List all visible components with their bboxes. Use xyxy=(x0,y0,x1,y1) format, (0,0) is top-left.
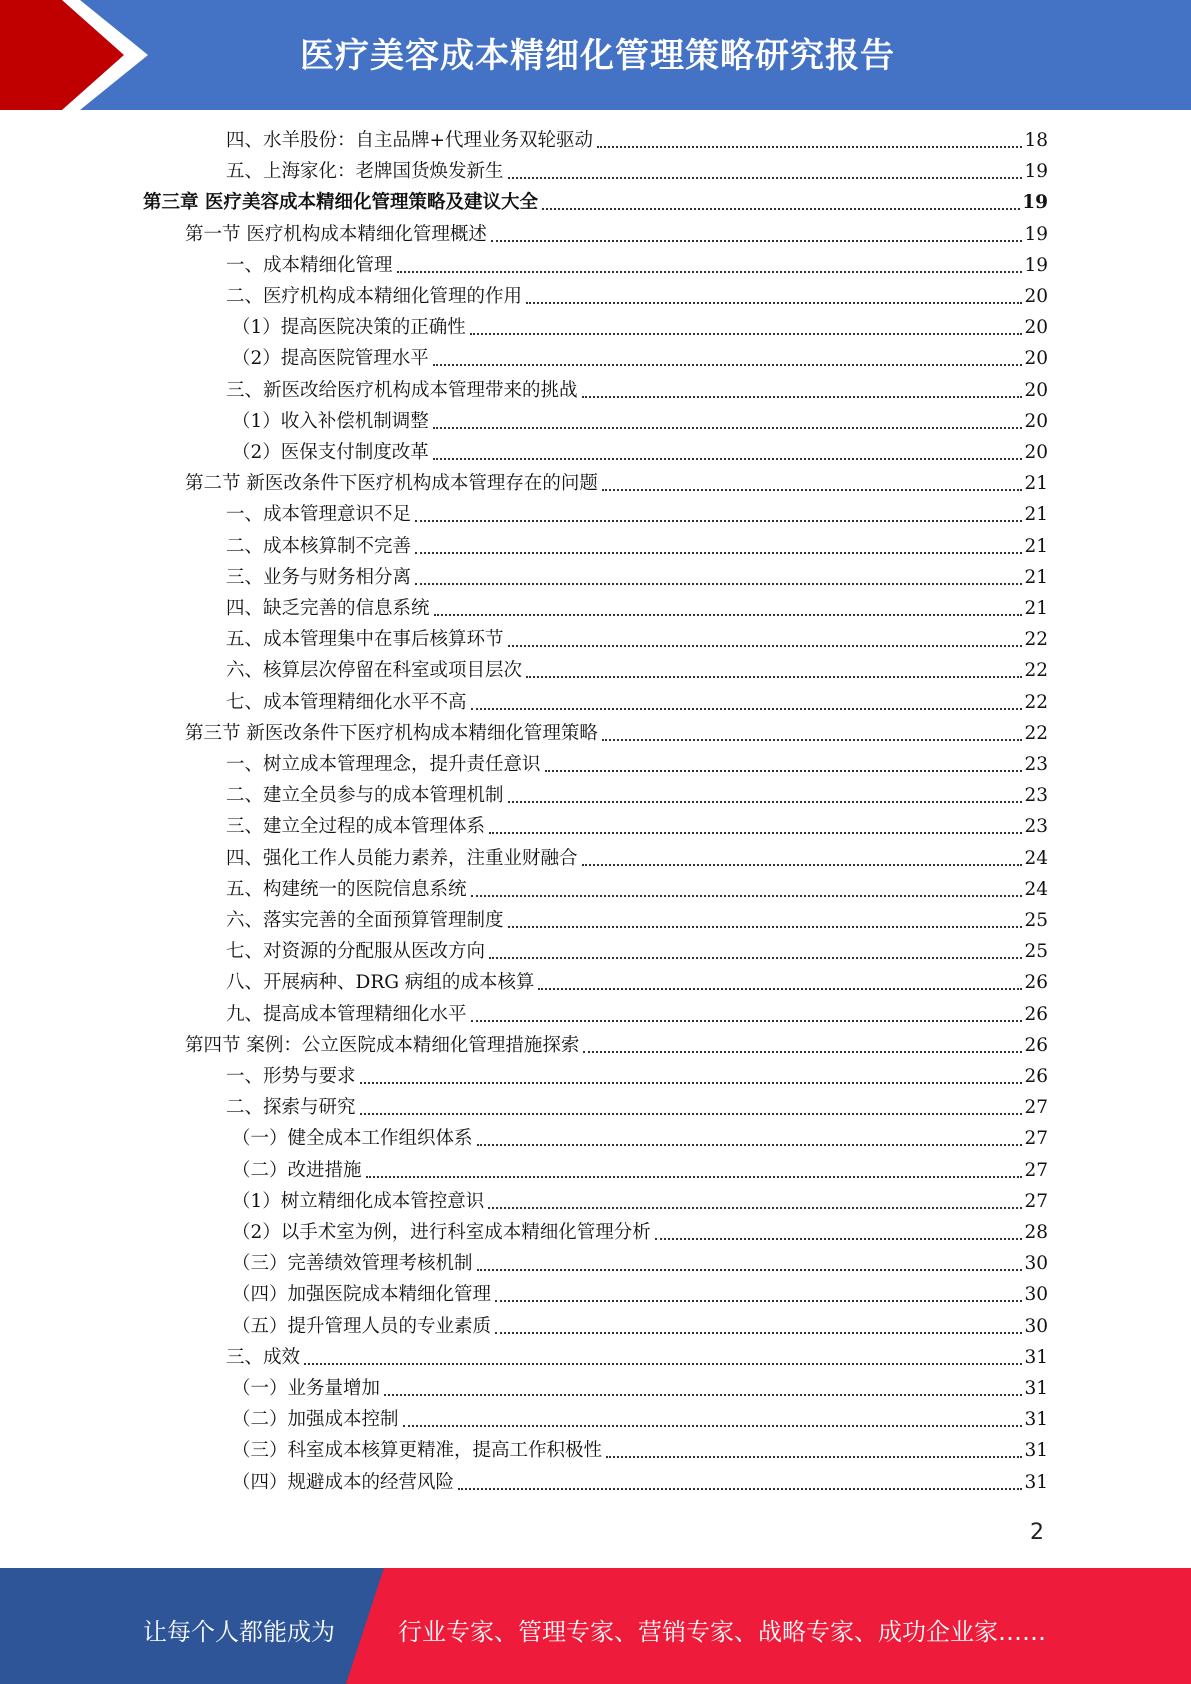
toc-entry[interactable] xyxy=(232,1156,1048,1182)
toc-entry-page: 20 xyxy=(1024,379,1048,401)
toc-entry-title: 二、成本核算制不完善 xyxy=(226,535,412,557)
toc-entry-page: 31 xyxy=(1024,1378,1048,1399)
toc-entry-title: （四）加强医院成本精细化管理 xyxy=(232,1284,492,1306)
toc-entry[interactable] xyxy=(226,781,1048,807)
toc-leader-dots xyxy=(471,1020,1023,1022)
toc-leader-dots xyxy=(602,739,1023,741)
toc-leader-dots xyxy=(582,396,1023,398)
toc-entry[interactable] xyxy=(226,251,1048,277)
toc-leader-dots xyxy=(606,1456,1022,1458)
toc-entry-page: 24 xyxy=(1024,847,1048,869)
toc-entry[interactable] xyxy=(232,1218,1048,1244)
toc-entry-title: 一、成本管理意识不足 xyxy=(226,504,412,526)
toc-entry[interactable] xyxy=(232,407,1048,433)
toc-entry-title: （1）提高医院决策的正确性 xyxy=(232,317,466,339)
toc-entry-title: （三）完善绩效管理考核机制 xyxy=(232,1253,473,1275)
toc-entry-title: （三）科室成本核算更精准，提高工作积极性 xyxy=(232,1440,603,1462)
toc-entry-title: （2）以手术室为例，进行科室成本精细化管理分析 xyxy=(232,1222,651,1243)
toc-leader-dots xyxy=(433,458,1023,460)
toc-leader-dots xyxy=(488,1207,1022,1209)
toc-entry-page: 30 xyxy=(1024,1315,1048,1337)
toc-entry-title: （一）业务量增加 xyxy=(232,1378,381,1399)
toc-entry-page: 31 xyxy=(1024,1471,1048,1493)
toc-entry[interactable] xyxy=(226,906,1048,932)
toc-leader-dots xyxy=(360,1113,1023,1115)
toc-entry[interactable] xyxy=(226,625,1048,651)
toc-leader-dots xyxy=(384,1394,1022,1396)
toc-entry[interactable] xyxy=(226,688,1048,714)
toc-entry[interactable] xyxy=(232,1187,1048,1213)
toc-entry-title: （二）加强成本控制 xyxy=(232,1409,399,1431)
toc-entry-page: 20 xyxy=(1024,348,1048,370)
toc-entry[interactable] xyxy=(232,1249,1048,1275)
toc-entry-page: 19 xyxy=(1024,161,1048,183)
toc-entry[interactable] xyxy=(232,1436,1048,1462)
toc-entry-page: 31 xyxy=(1024,1440,1048,1462)
toc-entry-title: 第三章 医疗美容成本精细化管理策略及建议大全 xyxy=(143,192,538,214)
toc-leader-dots xyxy=(602,489,1023,491)
toc-entry-page: 26 xyxy=(1024,1003,1048,1025)
toc-entry-title: （一）健全成本工作组织体系 xyxy=(232,1128,473,1150)
toc-leader-dots xyxy=(471,708,1023,710)
toc-entry-page: 31 xyxy=(1024,1346,1048,1368)
toc-entry-page: 30 xyxy=(1024,1253,1048,1275)
toc-entry-title: 四、强化工作人员能力素养，注重业财融合 xyxy=(226,847,578,869)
toc-leader-dots xyxy=(415,583,1022,585)
toc-entry-page: 23 xyxy=(1024,785,1048,807)
toc-entry-page: 22 xyxy=(1024,691,1048,713)
toc-entry[interactable] xyxy=(226,376,1048,402)
toc-leader-dots xyxy=(508,177,1023,179)
toc-entry-page: 23 xyxy=(1024,754,1048,775)
toc-leader-dots xyxy=(538,988,1022,990)
toc-entry-page: 20 xyxy=(1024,286,1048,307)
toc-leader-dots xyxy=(545,770,1023,772)
toc-entry[interactable] xyxy=(226,500,1048,526)
toc-leader-dots xyxy=(477,1269,1023,1271)
toc-entry-title: 一、树立成本管理理念，提升责任意识 xyxy=(226,754,541,775)
toc-entry[interactable] xyxy=(232,1374,1048,1400)
toc-entry[interactable] xyxy=(232,313,1048,339)
toc-entry[interactable] xyxy=(226,563,1048,589)
toc-leader-dots xyxy=(526,676,1022,678)
toc-entry-page: 30 xyxy=(1024,1284,1048,1306)
toc-entry[interactable] xyxy=(232,1405,1048,1431)
toc-entry-page: 19 xyxy=(1024,223,1048,245)
toc-leader-dots xyxy=(434,614,1023,616)
toc-entry-page: 24 xyxy=(1024,878,1048,900)
toc-entry-title: （五）提升管理人员的专业素质 xyxy=(232,1315,492,1337)
toc-entry-page: 27 xyxy=(1024,1190,1048,1212)
toc-leader-dots xyxy=(495,1332,1022,1334)
toc-leader-dots xyxy=(526,302,1022,304)
toc-entry[interactable] xyxy=(185,1031,1048,1057)
toc-entry-title: （2）提高医院管理水平 xyxy=(232,348,429,370)
toc-leader-dots xyxy=(489,957,1022,959)
toc-entry-title: 七、对资源的分配服从医改方向 xyxy=(226,941,486,963)
toc-entry-title: （2）医保支付制度改革 xyxy=(232,442,429,463)
toc-leader-dots xyxy=(415,520,1022,522)
toc-entry-title: 三、建立全过程的成本管理体系 xyxy=(226,816,486,838)
toc-entry[interactable] xyxy=(226,1093,1048,1119)
toc-leader-dots xyxy=(403,1425,1023,1427)
toc-entry-page: 26 xyxy=(1024,1034,1048,1056)
toc-leader-dots xyxy=(489,832,1022,834)
toc-entry-title: 八、开展病种、DRG 病组的成本核算 xyxy=(226,972,535,994)
toc-entry[interactable] xyxy=(226,875,1048,901)
toc-entry-title: 一、成本精细化管理 xyxy=(226,254,393,276)
toc-leader-dots xyxy=(582,864,1023,866)
toc-entry-page: 18 xyxy=(1024,130,1048,151)
toc-entry[interactable] xyxy=(232,1312,1048,1338)
toc-leader-dots xyxy=(542,208,1020,210)
toc-leader-dots xyxy=(415,552,1022,554)
toc-entry-title: 四、水羊股份：自主品牌+代理业务双轮驱动 xyxy=(226,130,594,151)
page-number: 2 xyxy=(1030,1520,1044,1545)
toc-leader-dots xyxy=(495,1300,1022,1302)
toc-entry[interactable] xyxy=(232,438,1048,464)
toc-leader-dots xyxy=(508,926,1023,928)
toc-entry[interactable] xyxy=(143,188,1048,214)
toc-leader-dots xyxy=(508,801,1023,803)
toc-entry[interactable] xyxy=(232,1468,1048,1494)
toc-leader-dots xyxy=(360,1082,1023,1084)
toc-entry-title: 第四节 案例：公立医院成本精细化管理措施探索 xyxy=(185,1034,580,1056)
toc-entry[interactable] xyxy=(185,220,1048,246)
toc-entry[interactable] xyxy=(226,126,1048,152)
toc-entry-title: 四、缺乏完善的信息系统 xyxy=(226,598,430,619)
toc-leader-dots xyxy=(470,333,1023,335)
toc-entry-page: 26 xyxy=(1024,1066,1048,1087)
footer-slogan-right: 行业专家、管理专家、营销专家、战略专家、成功企业家…… xyxy=(398,1618,1046,1646)
toc-entry-title: （1）树立精细化成本管控意识 xyxy=(232,1190,485,1212)
toc-entry-page: 20 xyxy=(1024,317,1048,339)
toc-entry[interactable] xyxy=(226,532,1048,558)
toc-entry-page: 22 xyxy=(1024,660,1048,682)
toc-entry[interactable] xyxy=(185,469,1048,495)
toc-entry-page: 21 xyxy=(1024,504,1048,526)
toc-entry-page: 21 xyxy=(1024,566,1048,588)
toc-entry-title: 第一节 医疗机构成本精细化管理概述 xyxy=(185,223,487,245)
toc-entry-page: 25 xyxy=(1024,941,1048,963)
page-footer xyxy=(0,1568,1191,1684)
toc-leader-dots xyxy=(508,645,1023,647)
toc-entry[interactable] xyxy=(226,812,1048,838)
toc-entry-title: 三、成效 xyxy=(226,1346,301,1368)
toc-entry-title: 五、上海家化：老牌国货焕发新生 xyxy=(226,161,504,183)
toc-entry[interactable] xyxy=(226,1343,1048,1369)
toc-entry-page: 27 xyxy=(1024,1097,1048,1119)
report-title: 医疗美容成本精细化管理策略研究报告 xyxy=(300,36,895,76)
toc-entry[interactable] xyxy=(232,344,1048,370)
toc-entry[interactable] xyxy=(226,656,1048,682)
toc-entry-page: 19 xyxy=(1022,192,1048,214)
toc-entry-title: 二、医疗机构成本精细化管理的作用 xyxy=(226,286,523,307)
toc-entry-page: 22 xyxy=(1024,629,1048,651)
toc-entry-page: 20 xyxy=(1024,442,1048,463)
toc-entry[interactable] xyxy=(226,968,1048,994)
toc-entry-title: 第三节 新医改条件下医疗机构成本精细化管理策略 xyxy=(185,722,598,744)
toc-entry-page: 21 xyxy=(1024,535,1048,557)
toc-leader-dots xyxy=(304,1363,1022,1365)
toc-leader-dots xyxy=(458,1488,1022,1490)
toc-entry-title: （四）规避成本的经营风险 xyxy=(232,1471,455,1493)
toc-leader-dots xyxy=(597,146,1022,148)
toc-leader-dots xyxy=(433,364,1023,366)
toc-entry[interactable] xyxy=(226,282,1048,308)
toc-entry-title: 三、业务与财务相分离 xyxy=(226,566,412,588)
toc-leader-dots xyxy=(477,1144,1023,1146)
toc-entry-page: 26 xyxy=(1024,972,1048,994)
toc-entry-title: 一、形势与要求 xyxy=(226,1066,356,1087)
toc-entry-page: 23 xyxy=(1024,816,1048,838)
toc-entry[interactable] xyxy=(226,844,1048,870)
toc-entry[interactable] xyxy=(226,750,1048,776)
toc-entry-title: 九、提高成本管理精细化水平 xyxy=(226,1003,467,1025)
toc-entry[interactable] xyxy=(226,594,1048,620)
toc-entry-title: 七、成本管理精细化水平不高 xyxy=(226,691,467,713)
toc-leader-dots xyxy=(366,1176,1023,1178)
toc-leader-dots xyxy=(397,271,1023,273)
toc-entry[interactable] xyxy=(232,1280,1048,1306)
toc-leader-dots xyxy=(491,240,1023,242)
toc-entry-page: 25 xyxy=(1024,910,1048,931)
toc-entry-page: 19 xyxy=(1024,254,1048,276)
toc-entry-page: 28 xyxy=(1024,1222,1048,1243)
toc-entry-page: 27 xyxy=(1024,1159,1048,1181)
toc-entry-title: 五、成本管理集中在事后核算环节 xyxy=(226,629,504,651)
toc-entry-page: 22 xyxy=(1024,722,1048,744)
toc-entry[interactable] xyxy=(185,719,1048,745)
toc-entry[interactable] xyxy=(226,937,1048,963)
page-header xyxy=(0,0,1191,110)
toc-entry-title: 二、探索与研究 xyxy=(226,1097,356,1119)
toc-leader-dots xyxy=(655,1238,1023,1240)
toc-entry[interactable] xyxy=(226,157,1048,183)
toc-entry-title: 五、构建统一的医院信息系统 xyxy=(226,878,467,900)
toc-entry-page: 27 xyxy=(1024,1128,1048,1150)
toc-entry[interactable] xyxy=(226,1000,1048,1026)
toc-leader-dots xyxy=(471,895,1023,897)
toc-entry[interactable] xyxy=(232,1124,1048,1150)
toc-entry[interactable] xyxy=(226,1062,1048,1088)
toc-leader-dots xyxy=(583,1051,1022,1053)
toc-entry-page: 21 xyxy=(1024,473,1048,495)
toc-entry-title: 第二节 新医改条件下医疗机构成本管理存在的问题 xyxy=(185,473,598,495)
toc-leader-dots xyxy=(433,427,1023,429)
toc-entry-page: 31 xyxy=(1024,1409,1048,1431)
toc-entry-title: 二、建立全员参与的成本管理机制 xyxy=(226,785,504,807)
toc-entry-title: 六、落实完善的全面预算管理制度 xyxy=(226,910,504,931)
toc-entry-title: 三、新医改给医疗机构成本管理带来的挑战 xyxy=(226,379,578,401)
toc-entry-page: 21 xyxy=(1024,598,1048,619)
footer-slogan-left: 让每个人都能成为 xyxy=(143,1618,335,1646)
toc-entry-title: 六、核算层次停留在科室或项目层次 xyxy=(226,660,523,682)
toc-entry-title: （1）收入补偿机制调整 xyxy=(232,410,429,432)
toc-entry-title: （二）改进措施 xyxy=(232,1159,362,1181)
toc-entry-page: 20 xyxy=(1024,410,1048,432)
